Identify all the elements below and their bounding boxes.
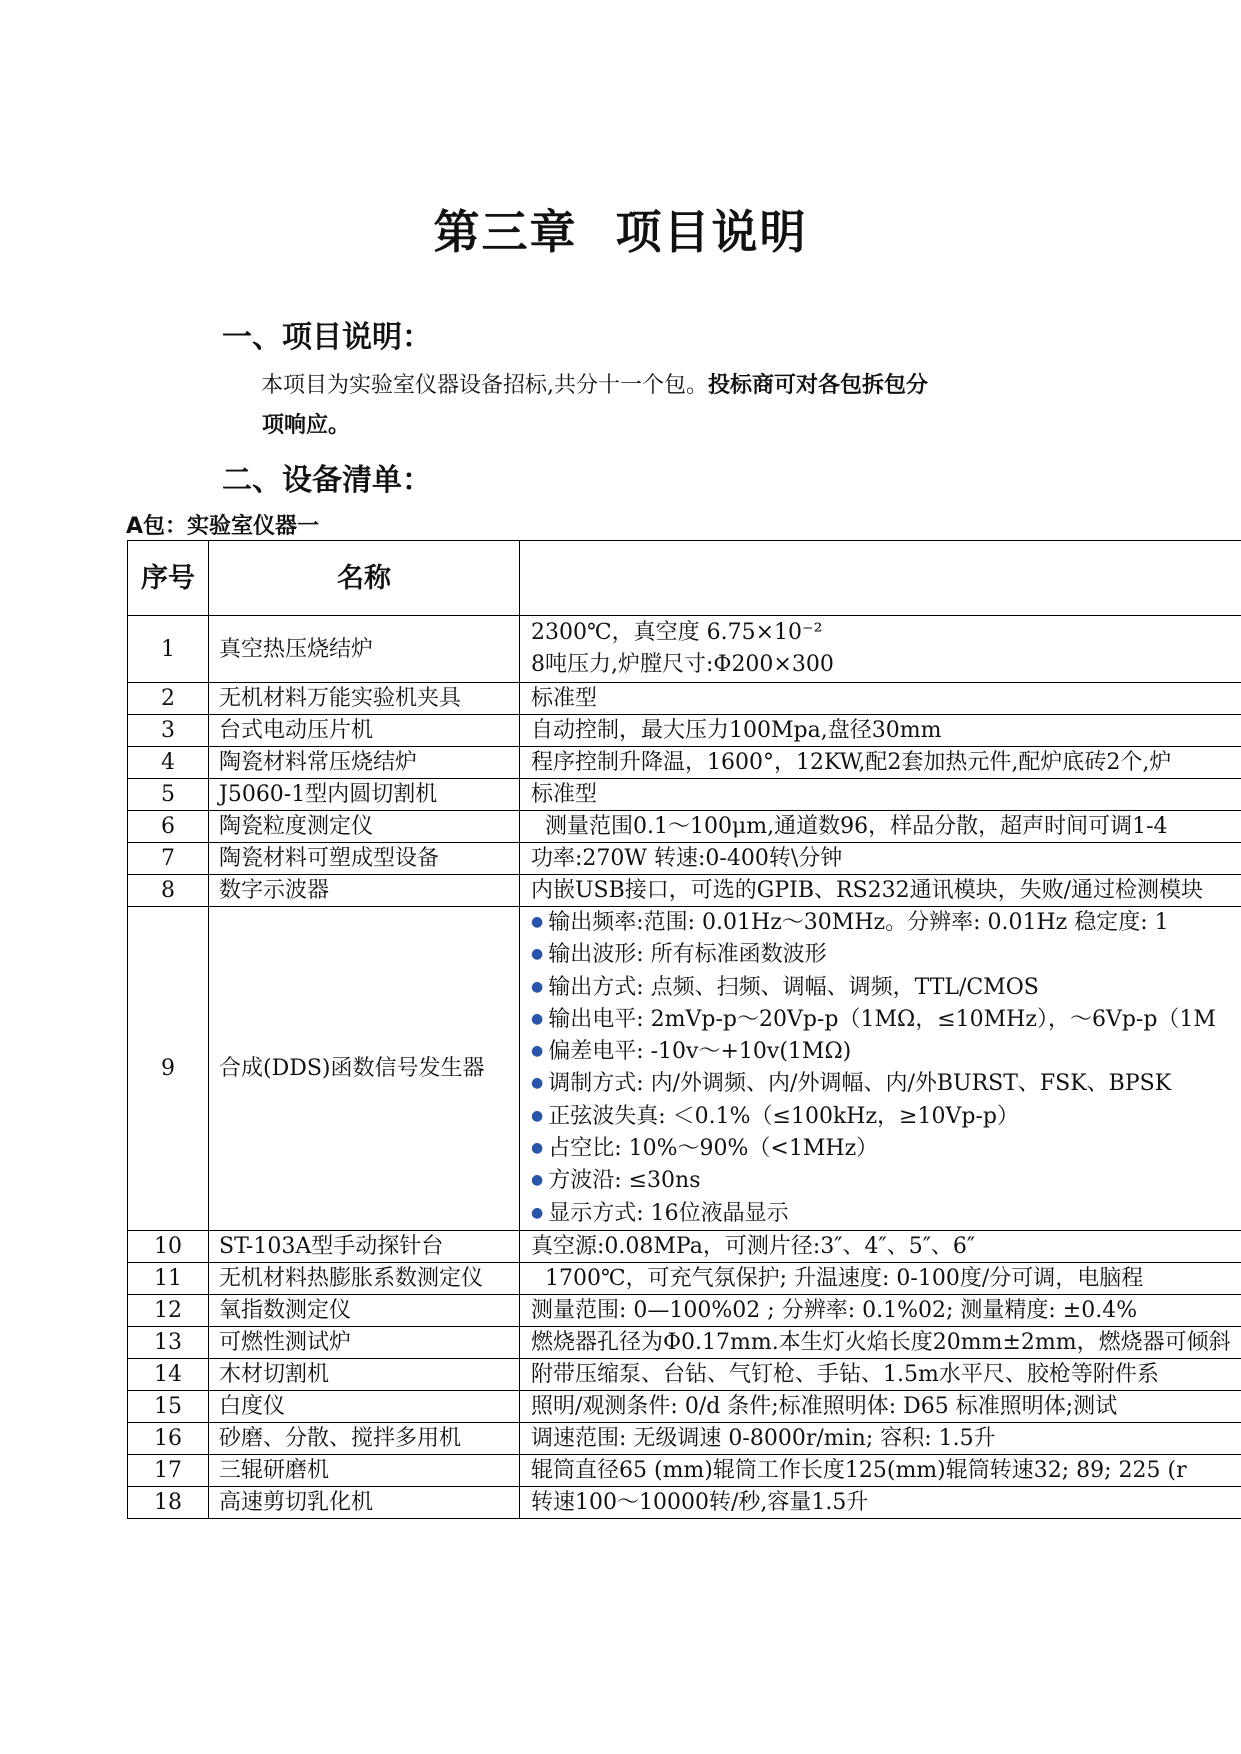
bullet-text: 偏差电平: -10v～+10v(1MΩ) bbox=[548, 1039, 852, 1065]
row-spec: 内嵌USB接口，可选的GPIB、RS232通讯模块，失败/通过检测模块 bbox=[520, 875, 1241, 907]
section2-heading: 二、设备清单： bbox=[222, 463, 432, 498]
list-item bbox=[531, 1036, 1241, 1068]
table-row bbox=[128, 1358, 1241, 1390]
row-no: 18 bbox=[128, 1486, 209, 1518]
header-spec bbox=[520, 541, 1241, 616]
table-row bbox=[128, 1390, 1241, 1422]
row-name: 真空热压烧结炉 bbox=[209, 616, 520, 683]
table-row bbox=[128, 843, 1241, 875]
row-name: ST-103A型手动探针台 bbox=[209, 1230, 520, 1262]
row-name: 陶瓷材料可塑成型设备 bbox=[209, 843, 520, 875]
table-row bbox=[128, 1326, 1241, 1358]
list-item bbox=[531, 939, 1241, 971]
row-no: 2 bbox=[128, 683, 209, 715]
row-no: 10 bbox=[128, 1230, 209, 1262]
equipment-table bbox=[127, 540, 1241, 1519]
list-item bbox=[531, 1068, 1241, 1100]
row-no: 17 bbox=[128, 1454, 209, 1486]
row-no: 7 bbox=[128, 843, 209, 875]
list-item bbox=[531, 1165, 1241, 1197]
row-spec: 真空源:0.08MPa，可测片径:3″、4″、5″、6″ bbox=[520, 1230, 1241, 1262]
row-no: 16 bbox=[128, 1422, 209, 1454]
row-name: 数字示波器 bbox=[209, 875, 520, 907]
table-row bbox=[128, 907, 1241, 1231]
row-name: 高速剪切乳化机 bbox=[209, 1486, 520, 1518]
row-no: 9 bbox=[128, 907, 209, 1231]
bullet-text: 占空比: 10%～90%（<1MHz） bbox=[548, 1136, 879, 1162]
bullet-icon: ● bbox=[531, 946, 544, 963]
equipment-table-wrap bbox=[127, 540, 1241, 1519]
row-no: 3 bbox=[128, 715, 209, 747]
bullet-text: 方波沿: ≤30ns bbox=[548, 1168, 701, 1194]
intro-paragraph bbox=[261, 368, 928, 399]
row-name: 台式电动压片机 bbox=[209, 715, 520, 747]
row-spec: 附带压缩泵、台钻、气钉枪、手钻、1.5m水平尺、胶枪等附件系 bbox=[520, 1358, 1241, 1390]
bullet-text: 输出方式: 点频、扫频、调幅、调频，TTL/CMOS bbox=[548, 974, 1039, 1000]
row-name: 合成(DDS)函数信号发生器 bbox=[209, 907, 520, 1231]
table-row bbox=[128, 1262, 1241, 1294]
table-row bbox=[128, 683, 1241, 715]
row-name: 无机材料热膨胀系数测定仪 bbox=[209, 1262, 520, 1294]
row-no: 5 bbox=[128, 779, 209, 811]
intro-regular: 本项目为实验室仪器设备招标,共分十一个包。 bbox=[261, 373, 708, 398]
row-name: 白度仪 bbox=[209, 1390, 520, 1422]
row-name: 氧指数测定仪 bbox=[209, 1294, 520, 1326]
list-item bbox=[531, 1133, 1241, 1165]
bullet-icon: ● bbox=[531, 914, 544, 930]
spec-bullet-list bbox=[531, 907, 1241, 1230]
bullet-text: 调制方式: 内/外调频、内/外调幅、内/外BURST、FSK、BPSK bbox=[548, 1071, 1172, 1097]
table-body bbox=[128, 616, 1241, 1519]
table-row bbox=[128, 1294, 1241, 1326]
bullet-text: 输出频率:范围: 0.01Hz～30MHz。分辨率: 0.01Hz 稳定度: 1 bbox=[548, 910, 1169, 935]
table-row bbox=[128, 747, 1241, 779]
row-name: 三辊研磨机 bbox=[209, 1454, 520, 1486]
table-row bbox=[128, 875, 1241, 907]
row-no: 1 bbox=[128, 616, 209, 683]
package-label: A包：实验室仪器一 bbox=[126, 514, 320, 539]
row-spec: 1700℃，可充气氛保护; 升温速度: 0-100度/分可调，电脑程 bbox=[520, 1262, 1241, 1294]
row-spec bbox=[520, 907, 1241, 1231]
bullet-icon: ● bbox=[531, 1107, 544, 1124]
row-spec bbox=[520, 616, 1241, 683]
row-no: 12 bbox=[128, 1294, 209, 1326]
table-row bbox=[128, 811, 1241, 843]
intro-bold: 投标商可对各包拆包分 bbox=[708, 373, 929, 398]
row-name: J5060-1型内圆切割机 bbox=[209, 779, 520, 811]
list-item bbox=[531, 972, 1241, 1004]
table-row bbox=[128, 1422, 1241, 1454]
row-no: 8 bbox=[128, 875, 209, 907]
table-row bbox=[128, 715, 1241, 747]
row-no: 4 bbox=[128, 747, 209, 779]
header-no: 序号 bbox=[128, 541, 209, 616]
table-row bbox=[128, 1454, 1241, 1486]
bullet-icon: ● bbox=[531, 1010, 544, 1027]
bullet-text: 输出电平: 2mVp-p～20Vp-p（1MΩ，≤10MHz），～6Vp-p（1M bbox=[548, 1006, 1216, 1032]
row-name: 无机材料万能实验机夹具 bbox=[209, 683, 520, 715]
row-name: 可燃性测试炉 bbox=[209, 1326, 520, 1358]
row-spec: 转速100～10000转/秒,容量1.5升 bbox=[520, 1486, 1241, 1518]
row-name: 陶瓷粒度测定仪 bbox=[209, 811, 520, 843]
list-item bbox=[531, 1198, 1241, 1230]
bullet-icon: ● bbox=[531, 1075, 544, 1092]
row-spec: 燃烧器孔径为Φ0.17mm.本生灯火焰长度20mm±2mm，燃烧器可倾斜 bbox=[520, 1326, 1241, 1358]
bullet-icon: ● bbox=[531, 978, 544, 995]
bullet-text: 正弦波失真: ＜0.1%（≤100kHz，≥10Vp-p） bbox=[548, 1103, 1019, 1129]
list-item bbox=[531, 907, 1241, 939]
bullet-icon: ● bbox=[531, 1172, 544, 1189]
row-no: 6 bbox=[128, 811, 209, 843]
row-spec: 辊筒直径65 (mm)辊筒工作长度125(mm)辊筒转速32; 89; 225 (r bbox=[520, 1454, 1241, 1486]
row-no: 11 bbox=[128, 1262, 209, 1294]
spec-line: 2300℃，真空度 6.75×10⁻² bbox=[531, 620, 823, 645]
header-name: 名称 bbox=[209, 541, 520, 616]
row-spec: 测量范围: 0—100%02 ; 分辨率: 0.1%02; 测量精度: ±0.4% bbox=[520, 1294, 1241, 1326]
chapter-title: 第三章 项目说明 bbox=[433, 205, 808, 259]
row-spec: 标准型 bbox=[520, 683, 1241, 715]
row-no: 15 bbox=[128, 1390, 209, 1422]
table-header-row bbox=[128, 541, 1241, 616]
row-name: 陶瓷材料常压烧结炉 bbox=[209, 747, 520, 779]
row-spec: 测量范围0.1～100μm,通道数96，样品分散，超声时间可调1-4 bbox=[520, 811, 1241, 843]
section1-heading: 一、项目说明： bbox=[222, 320, 432, 355]
spec-line: 8吨压力,炉膛尺寸:Φ200×300 bbox=[531, 652, 834, 677]
row-no: 14 bbox=[128, 1358, 209, 1390]
bullet-text: 显示方式: 16位液晶显示 bbox=[548, 1200, 789, 1226]
bullet-icon: ● bbox=[531, 1043, 544, 1060]
row-spec: 功率:270W 转速:0-400转\分钟 bbox=[520, 843, 1241, 875]
row-spec: 程序控制升降温，1600°，12KW,配2套加热元件,配炉底砖2个,炉 bbox=[520, 747, 1241, 779]
row-spec: 调速范围: 无级调速 0-8000r/min; 容积: 1.5升 bbox=[520, 1422, 1241, 1454]
bullet-icon: ● bbox=[531, 1140, 544, 1157]
list-item bbox=[531, 1004, 1241, 1036]
table-row bbox=[128, 1486, 1241, 1518]
list-item bbox=[531, 1101, 1241, 1133]
table-row bbox=[128, 1230, 1241, 1262]
bullet-text: 输出波形: 所有标准函数波形 bbox=[548, 942, 827, 968]
row-no: 13 bbox=[128, 1326, 209, 1358]
table-row bbox=[128, 779, 1241, 811]
row-spec: 照明/观测条件: 0/d 条件;标准照明体: D65 标准照明体;测试 bbox=[520, 1390, 1241, 1422]
intro-bold-cont: 项响应。 bbox=[262, 413, 351, 438]
row-spec: 标准型 bbox=[520, 779, 1241, 811]
row-name: 砂磨、分散、搅拌多用机 bbox=[209, 1422, 520, 1454]
bullet-icon: ● bbox=[531, 1204, 544, 1221]
row-name: 木材切割机 bbox=[209, 1358, 520, 1390]
table-row bbox=[128, 616, 1241, 683]
row-spec: 自动控制，最大压力100Mpa,盘径30mm bbox=[520, 715, 1241, 747]
